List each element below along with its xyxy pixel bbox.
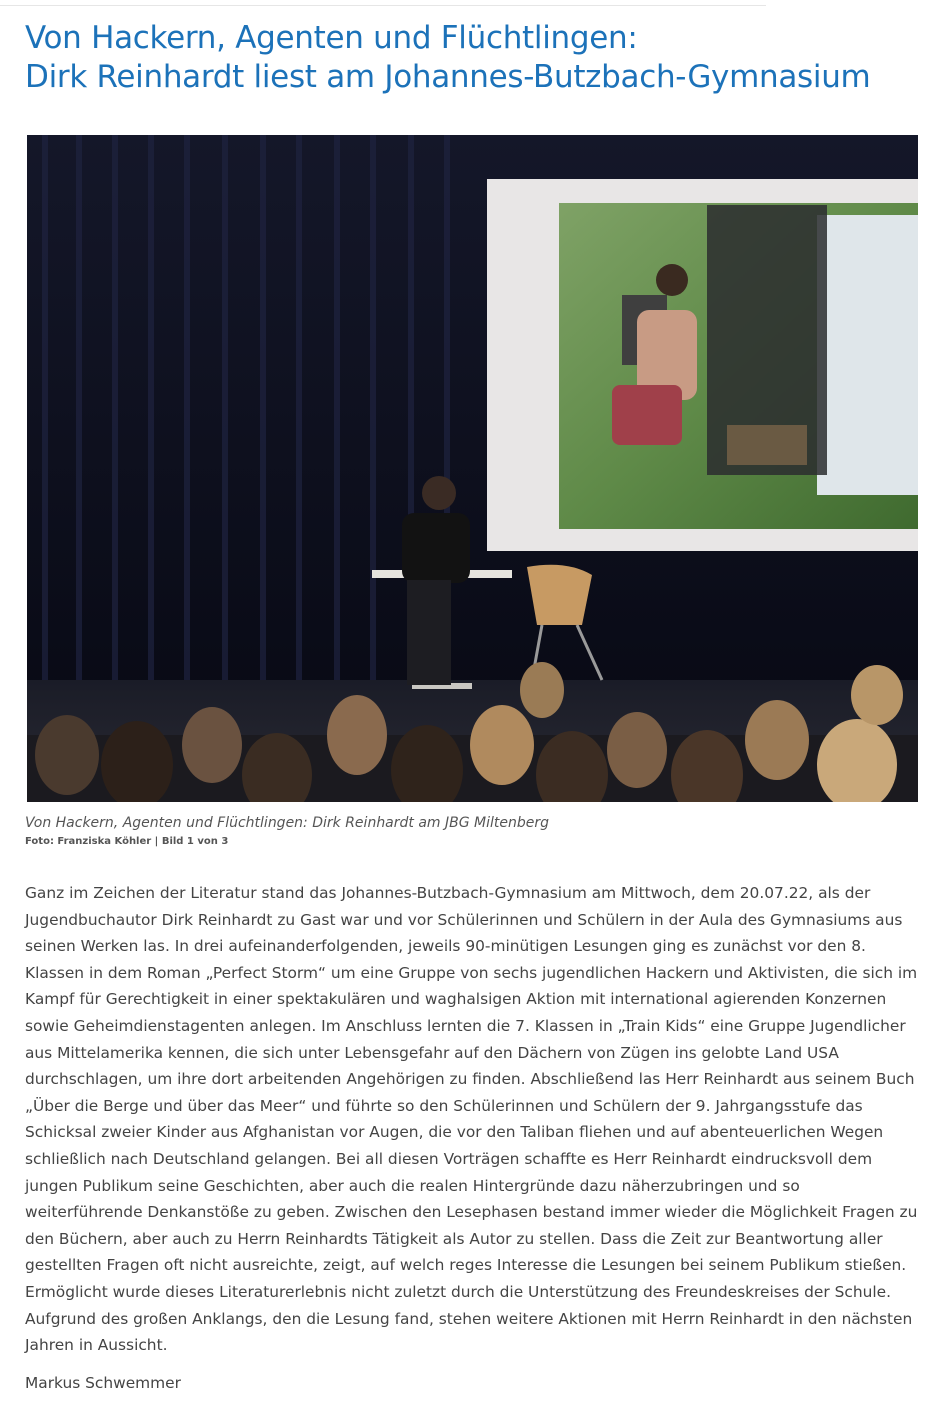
article-line: den Büchern, aber auch zu Herrn Reinhardts Tätigkeit als Autor zu stellen. Dass die Zeit zur Beantwortung aller: [25, 1229, 883, 1248]
article-line: schließlich nach Deutschland gelangen. Bei all diesen Vorträgen schaffte es Herr Reinhardt eindrucksvoll dem: [25, 1149, 873, 1168]
article-line: Kampf für Gerechtigkeit in einer spektakulären und waghalsigen Aktion mit international agierenden Konzernen: [25, 990, 887, 1009]
article-line: durchschlagen, um ihre dort arbeitenden Angehörigen zu finden. Abschließend las Herr Reinhardt aus seinem Buch: [25, 1070, 915, 1089]
page-title-line-2: Dirk Reinhardt liest am Johannes-Butzbach-Gymnasium: [25, 59, 871, 95]
photo-credit: Foto: Franziska Köhler | Bild 1 von 3: [25, 836, 229, 847]
projected-ground: [727, 425, 807, 465]
article-line: Jahren in Aussicht.: [25, 1336, 168, 1355]
article-author: Markus Schwemmer: [25, 1374, 181, 1392]
article-line: Jugendbuchautor Dirk Reinhardt zu Gast war und vor Schülerinnen und Schülern in der Aula des Gymnasiums aus: [25, 910, 903, 929]
article-line: aus Mittelamerika kennen, die sich unter Lebensgefahr auf den Dächern von Zügen ins gelobte Land USA: [25, 1043, 839, 1062]
article-line: sowie Geheimdienstagenten anlegen. Im Anschluss lernten die 7. Klassen in „Train Kids“ eine Gruppe Jugendlicher: [25, 1016, 906, 1035]
article-line: Aufgrund des großen Anklangs, den die Lesung fand, stehen weitere Aktionen mit Herrn Reinhardt in den nächsten: [25, 1309, 913, 1328]
article-line: „Über die Berge und über das Meer“ und führte so den Schülerinnen und Schülern der 9. Jahrgangsstufe das: [25, 1096, 863, 1115]
projected-person-head: [656, 264, 688, 296]
photo-caption: Von Hackern, Agenten und Flüchtlingen: Dirk Reinhardt am JBG Miltenberg: [25, 815, 550, 831]
page-title-line-1: Von Hackern, Agenten und Flüchtlingen:: [25, 20, 638, 56]
article-line: Schicksal zweier Kinder aus Afghanistan vor Augen, die vor den Taliban fliehen und auf abenteuerlichen Wegen: [25, 1123, 884, 1142]
top-divider: [0, 5, 766, 6]
page-title: [25, 19, 925, 97]
stage-chair: [527, 565, 592, 625]
projected-person-shorts: [612, 385, 682, 445]
article-line: jungen Publikum seine Geschichten, aber auch die realen Hintergründe dazu näherzubringen und so: [25, 1176, 800, 1195]
article-line: weiterführende Denkanstöße zu geben. Zwischen den Lesephasen bestand immer wieder die Möglichkeit Fragen zu: [25, 1203, 918, 1222]
article-line: Ganz im Zeichen der Literatur stand das Johannes-Butzbach-Gymnasium am Mittwoch, dem 20.07.22, als der: [25, 884, 871, 902]
article-line: Ermöglicht wurde dieses Literaturerlebnis nicht zuletzt durch die Unterstützung des Freundeskreises der Schule.: [25, 1282, 891, 1301]
article-line: gestellten Fragen oft nicht ausreichte, zeigt, auf welch reges Interesse die Lesungen bei seinem Publikum stießen.: [25, 1256, 907, 1275]
reader-torso: [402, 513, 470, 583]
article-line: seinen Werken las. In drei aufeinanderfolgenden, jeweils 90-minütigen Lesungen ging es zunächst vor den 8.: [25, 937, 866, 956]
article-line: Klassen in dem Roman „Perfect Storm“ um eine Gruppe von sechs jugendlichen Hackern und Aktivisten, die sich im: [25, 963, 918, 982]
article-body: [25, 880, 920, 1359]
reader-head: [422, 476, 456, 510]
stage-reading-photo: [27, 135, 918, 802]
article-photo[interactable]: [27, 135, 918, 802]
projected-sky: [817, 215, 918, 495]
